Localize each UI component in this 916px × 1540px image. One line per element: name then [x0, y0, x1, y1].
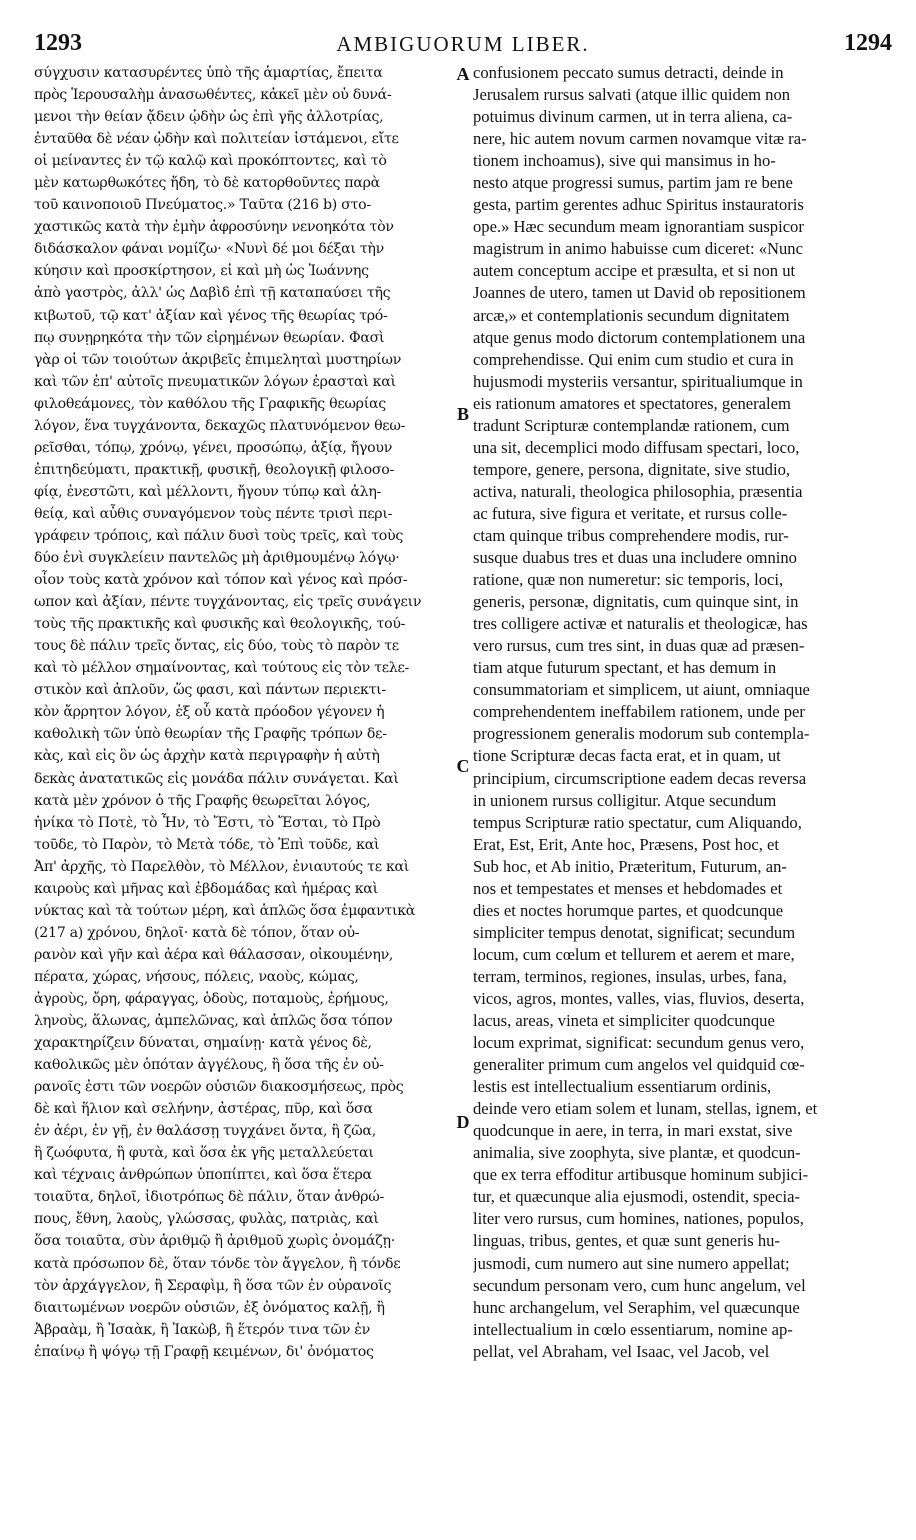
text-line: τὸν ἀρχάγγελον, ἢ Σεραφὶμ, ἢ ὅσα τῶν ἐν οὐρανοῖς	[34, 1277, 392, 1294]
text-line: στικὸν καὶ ἁπλοῦν, ὥς φασι, καὶ πάντων περιεκτι-	[34, 682, 386, 699]
text-line: autem conceptum accipe et præsulta, et si non ut	[473, 261, 796, 281]
text-line: que ex terra effoditur artibusque hominum subjici-	[473, 1165, 809, 1185]
text-line: κὸν ἄρρητον λόγον, ἐξ οὗ κατὰ πρόοδον γέγονεν ἡ	[34, 704, 385, 721]
text-line: καιροὺς καὶ μῆνας καὶ ἑβδομάδας καὶ ἡμέρας καὶ	[34, 880, 378, 897]
page-number-right: 1294	[844, 30, 892, 56]
text-line: ac futura, sive figura et veritate, et rursus colle-	[473, 503, 788, 523]
section-marker-c: C	[456, 756, 470, 776]
text-line: nos et tempestates et menses et hebdomades et	[473, 878, 783, 898]
text-line: πῳ συνῃρηκότα τὴν τῶν εἰρημένων θεωρίαν. Φασὶ	[34, 329, 385, 346]
text-line: Joannes de utero, tamen ut David ob repositionem	[473, 283, 806, 303]
text-line: τοῦδε, τὸ Παρὸν, τὸ Μετὰ τόδε, τὸ Ἐπὶ τοῦδε, καὶ	[34, 836, 380, 853]
text-line: gesta, partim gerentes adhuc Spiritus instauratoris	[473, 195, 804, 215]
text-line: tempus Scripturæ ratio spectatur, cum Aliquando,	[473, 812, 802, 832]
text-line: χαρακτηρίζειν δύναται, σημαίνῃ· κατὰ γένος δὲ,	[34, 1035, 372, 1052]
text-line: eis rationum amatores et spectatores, generalem	[473, 393, 791, 413]
text-line: φιλοθεάμονες, τὸν καθόλου τῆς Γραφικῆς θεωρίας	[34, 395, 386, 412]
text-line: χαστικῶς κατὰ τὴν ἐμὴν ἀφροσύνην νενοηκότα τὸν	[34, 219, 394, 236]
text-line: τοιαῦτα, δηλοῖ, ἰδιοτρόπως δὲ πάλιν, ὅταν ἀνθρώ-	[34, 1189, 384, 1206]
text-line: Sub hoc, et Ab initio, Præteritum, Futurum, an-	[473, 856, 787, 876]
text-line: animalia, sive zoophyta, sive plantæ, et quodcun-	[473, 1143, 801, 1163]
text-line: Ἀπ' ἀρχῆς, τὸ Παρελθὸν, τὸ Μέλλον, ἐνιαυτούς τε καὶ	[34, 858, 410, 875]
text-line: comprehendentem ineffabilem rationem, unde per	[473, 702, 805, 722]
text-line: terram, terminos, regiones, insulas, urbes, fana,	[473, 966, 787, 986]
section-marker-a: A	[456, 64, 470, 84]
text-line: τους δὲ πάλιν τρεῖς ὄντας, εἰς δύο, τοὺς τὸ παρὸν τε	[34, 638, 399, 655]
text-line: deinde vero etiam solem et lunam, stellas, ignem, et	[473, 1099, 818, 1119]
text-line: ωπον καὶ ἀξίαν, πέντε τυγχάνοντας, εἰς τρεῖς συνάγειν	[34, 594, 422, 611]
text-line: tres colligere activæ et naturalis et theologicæ, has	[473, 614, 808, 634]
text-line: tradunt Scripturæ contemplandæ rationem, cum	[473, 415, 790, 435]
text-line: intellectualium in cœlo essentiarum, nomine ap-	[473, 1319, 793, 1339]
text-line: νύκτας καὶ τὰ τούτων μέρη, καὶ ἁπλῶς ὅσα ἐμφαντικὰ	[34, 902, 416, 919]
text-line: ρανὸν καὶ γῆν καὶ ἀέρα καὶ θάλασσαν, οἰκουμένην,	[34, 946, 394, 963]
text-line: γὰρ οἱ τῶν τοιούτων ἀκριβεῖς ἐπιμεληταὶ μυστηρίων	[34, 351, 402, 368]
text-line: κὰς, καὶ εἰς ὃν ὡς ἀρχὴν κατὰ περιγραφὴν ἡ αὐτὴ	[34, 748, 380, 765]
text-line: tur, et quæcunque alia ejusmodi, ostendit, specia-	[473, 1187, 800, 1207]
text-line: lestis est intellectualium essentiarum ordinis,	[473, 1077, 772, 1097]
text-line: ἀγροὺς, ὄρη, φάραγγας, ὁδοὺς, ποταμοὺς, ἐρήμους,	[34, 990, 389, 1007]
text-line: tione Scripturæ decas facta erat, et in quam, ut	[473, 746, 781, 766]
text-line: οἱ μείναντες ἐν τῷ καλῷ καὶ προκόπτοντες, καὶ τὸ	[34, 153, 387, 170]
text-line: comprehendisse. Qui enim cum studio et cura in	[473, 349, 794, 369]
text-line: Jerusalem rursus salvati (atque illic quidem non	[473, 85, 791, 105]
text-line: dies et noctes horumque partes, et quodcunque	[473, 900, 784, 920]
text-line: locum, cum cœlum et tellurem et aerem et mare,	[473, 944, 795, 964]
text-line: κατὰ μὲν χρόνον ὁ τῆς Γραφῆς θεωρεῖται λόγος,	[34, 792, 371, 809]
text-line: nesto atque progressi sumus, partim jam re bene	[473, 173, 793, 193]
text-line: hunc archangelum, vel Seraphim, vel quæcunque	[473, 1297, 800, 1317]
text-line: κατὰ πρόσωπον δὲ, ὅταν τόνδε τὸν ἄγγελον, ἢ τόνδε	[34, 1255, 401, 1272]
text-line: ρανοῖς ἐστι τῶν νοερῶν οὐσιῶν διακοσμήσεως, πρὸς	[34, 1079, 404, 1096]
text-line: κύησιν καὶ προσκίρτησον, εἰ καὶ μὴ ὡς Ἰωάννης	[34, 263, 369, 280]
text-line: ἀπὸ γαστρὸς, ἀλλ' ὡς Δαβὶδ ἐπὶ τῇ καταπαύσει τῆς	[34, 285, 391, 302]
text-line: arcæ,» et contemplationis secundum dignitatem	[473, 305, 790, 325]
text-line: διαιτωμένων νοερῶν οὐσιῶν, ἐξ ὀνόματος καλῇ, ἢ	[34, 1299, 385, 1316]
text-line: tionem inchoamus), sive qui mansimus in ho-	[473, 151, 776, 171]
text-line: ctam quinque tribus comprehendere modis, rur-	[473, 525, 789, 545]
text-line: Erat, Est, Erit, Ante hoc, Præsens, Post hoc, et	[473, 834, 780, 854]
text-line: ὅσα τοιαῦτα, σὺν ἀριθμῷ ἢ ἀριθμοῦ χωρὶς ὀνομάζῃ·	[34, 1233, 395, 1250]
text-line: liter vero rursus, cum homines, nationes, populos,	[473, 1209, 804, 1229]
text-line: progressionem generalis modorum sub contempla-	[473, 724, 810, 744]
text-line: πους, ἔθνη, λαοὺς, γλώσσας, φυλὰς, πατριὰς, καὶ	[34, 1211, 379, 1228]
text-line: δὲ καὶ ἥλιον καὶ σελήνην, ἀστέρας, πῦρ, καὶ ὅσα	[34, 1101, 373, 1118]
text-line: ρεῖσθαι, τόπῳ, χρόνῳ, γένει, προσώπῳ, ἀξίᾳ, ἤγουν	[34, 439, 393, 456]
text-line: θείᾳ, καὶ αὖθις συναγόμενον τοὺς πέντε τρισὶ περι-	[34, 505, 393, 522]
text-line: ἐπιτηδεύματι, πρακτικῇ, φυσικῇ, θεολογικῇ φιλοσο-	[34, 461, 394, 478]
text-line: linguas, tribus, gentes, et quæ sunt generis hu-	[473, 1231, 780, 1251]
text-line: τοῦ καινοποιοῦ Πνεύματος.» Ταῦτα (216 b) στο-	[34, 197, 371, 214]
text-line: ope.» Hæc secundum meam ignorantiam suspicor	[473, 217, 804, 237]
greek-column	[34, 62, 458, 1518]
text-line: susque duabus tres et duas una includere omnino	[473, 548, 797, 568]
text-line: ἡνίκα τὸ Ποτὲ, τὸ Ἦν, τὸ Ἔστι, τὸ Ἔσται, τὸ Πρὸ	[34, 814, 381, 831]
text-line: una sit, decemplici modo diffusam spectari, loco,	[473, 437, 800, 457]
text-line: φίᾳ, ἐνεστῶτι, καὶ μέλλοντι, ἤγουν τύπῳ καὶ ἀλη-	[34, 483, 382, 500]
latin-column	[473, 62, 891, 1518]
text-line: simpliciter tempus denotat, significat; secundum	[473, 922, 796, 942]
page-number-left: 1293	[34, 30, 82, 56]
text-line: μὲν κατωρθωκότες ἤδη, τὸ δὲ κατορθοῦντες παρὰ	[34, 175, 380, 192]
text-line: quodcunque in aere, in terra, in mari exstat, sive	[473, 1121, 793, 1141]
text-line: καὶ τῶν ἐπ' αὐτοῖς πνευματικῶν λόγων ἐρασταὶ καὶ	[34, 373, 396, 390]
text-line: vero rursus, cum tres sint, in duas quæ ad præsen-	[473, 636, 805, 656]
text-line: ληνοὺς, ἅλωνας, ἀμπελῶνας, καὶ ἁπλῶς ὅσα τόπον	[34, 1013, 393, 1030]
text-line: μενοι τὴν θείαν ᾄδειν ᾠδὴν ὡς ἐπὶ γῆς ἀλλοτρίας,	[34, 109, 384, 126]
section-marker-d: D	[456, 1112, 470, 1132]
text-line: vicos, agros, montes, valles, vias, fluvios, deserta,	[473, 988, 805, 1008]
text-line: γράφειν τρόποις, καὶ πάλιν δυσὶ τοὺς τρεῖς, καὶ τοὺς	[34, 527, 403, 544]
text-line: σύγχυσιν κατασυρέντες ὑπὸ τῆς ἁμαρτίας, ἔπειτα	[34, 65, 383, 81]
text-line: καθολικῶς μὲν ὁπόταν ἀγγέλους, ἢ ὅσα τῆς ἐν οὐ-	[34, 1057, 384, 1074]
text-line: τοὺς τῆς πρακτικῆς καὶ φυσικῆς καὶ θεολογικῆς, τού-	[34, 616, 406, 633]
text-line: ἐνταῦθα δὲ νέαν ᾠδὴν καὶ πολιτείαν ἱστάμενοι, εἴτε	[34, 131, 399, 148]
text-line: δεκὰς ἀνατατικῶς εἰς μονάδα πάλιν συνάγεται. Καὶ	[34, 770, 399, 787]
running-title: AMBIGUORUM LIBER.	[336, 32, 590, 56]
text-line: πρὸς Ἱερουσαλὴμ ἀνασωθέντες, κἀκεῖ μὲν οὐ δυνά-	[34, 87, 392, 104]
text-line: διδάσκαλον φάναι νομίζω· «Νυνὶ δέ μοι δέξαι τὴν	[34, 241, 384, 258]
text-line: tiam atque futurum spectant, et has demum in	[473, 658, 777, 678]
text-line: principium, circumscriptione eadem decas reversa	[473, 768, 807, 788]
text-line: ἢ ζωόφυτα, ἢ φυτὰ, καὶ ὅσα ἐκ γῆς μεταλλεύεται	[34, 1145, 374, 1162]
section-marker-b: B	[456, 404, 469, 424]
text-line: generis, personæ, dignitatis, cum quinque sint, in	[473, 592, 799, 612]
text-line: generaliter primum cum angelos vel quidquid cœ-	[473, 1055, 805, 1075]
text-line: nere, hic autem novum carmen novamque vitæ ra-	[473, 129, 807, 149]
text-line: lacus, areas, vineta et simpliciter quodcunque	[473, 1011, 775, 1031]
text-line: πέρατα, χώρας, νήσους, πόλεις, ναοὺς, κώμας,	[34, 968, 359, 985]
text-line: δύο ἑνὶ συγκλείειν παντελῶς μὴ ἀριθμουμένῳ λόγῳ·	[34, 550, 400, 567]
text-line: καθολικὴ τῶν ὑπὸ θεωρίαν τῆς Γραφῆς τρόπων δε-	[34, 726, 387, 743]
text-line: tempore, genere, persona, dignitate, sive studio,	[473, 459, 791, 479]
text-line: locum exprimat, significat: secundum genus vero,	[473, 1033, 805, 1053]
text-line: confusionem peccato sumus detracti, deinde in	[473, 63, 784, 82]
text-line: secundum personam vero, cum hunc angelum, vel	[473, 1275, 806, 1295]
text-line: ἐπαίνῳ ἢ ψόγῳ τῇ Γραφῇ κειμένων, δι' ὀνόματος	[34, 1343, 374, 1360]
text-line: activa, naturali, theologica philosophia, præsentia	[473, 481, 803, 501]
text-line: in unionem rursus colligitur. Atque secundum	[473, 790, 777, 810]
text-line: atque genus modo dictorum contemplationem una	[473, 327, 806, 347]
text-line: Ἀβραὰμ, ἢ Ἰσαὰκ, ἢ Ἰακὼβ, ἢ ἕτερόν τινα τῶν ἐν	[34, 1321, 370, 1338]
text-line: καὶ τέχναις ἀνθρώπων ὑποπίπτει, καὶ ὅσα ἕτερα	[34, 1167, 372, 1184]
text-line: οἷον τοὺς κατὰ χρόνον καὶ τόπον καὶ γένος καὶ πρόσ-	[34, 572, 408, 589]
text-line: hujusmodi mysteriis versantur, spiritualiumque in	[473, 371, 803, 391]
text-line: ratione, quæ non numeretur: sic temporis, loci,	[473, 570, 784, 590]
text-line: pellat, vel Abraham, vel Isaac, vel Jacob, vel	[473, 1341, 770, 1361]
text-line: καὶ τὸ μέλλον σημαίνοντας, καὶ τούτους εἰς τὸν τελε-	[34, 660, 410, 677]
text-line: ἐν ἀέρι, ἐν γῇ, ἐν θαλάσσῃ τυγχάνει ὄντα, ἢ ζῶα,	[34, 1123, 376, 1140]
text-line: magistrum in animo habuisse cum diceret: «Nunc	[473, 239, 803, 259]
text-line: jusmodi, cum numero aut sine numero appellat;	[473, 1253, 790, 1273]
page-header	[34, 30, 892, 60]
text-line: consummatoriam et simplicem, ut aiunt, omniaque	[473, 680, 810, 700]
text-line: λόγον, ἕνα τυγχάνοντα, δεκαχῶς πλατυνόμενον θεω-	[34, 417, 406, 434]
text-line: potuimus divinum carmen, ut in terra aliena, ca-	[473, 107, 793, 127]
text-line: (217 a) χρόνου, δηλοῖ· κατὰ δὲ τόπον, ὅταν οὐ-	[34, 924, 360, 941]
text-line: κιβωτοῦ, τῷ κατ' ἀξίαν καὶ γένος τῆς θεωρίας τρό-	[34, 307, 388, 324]
